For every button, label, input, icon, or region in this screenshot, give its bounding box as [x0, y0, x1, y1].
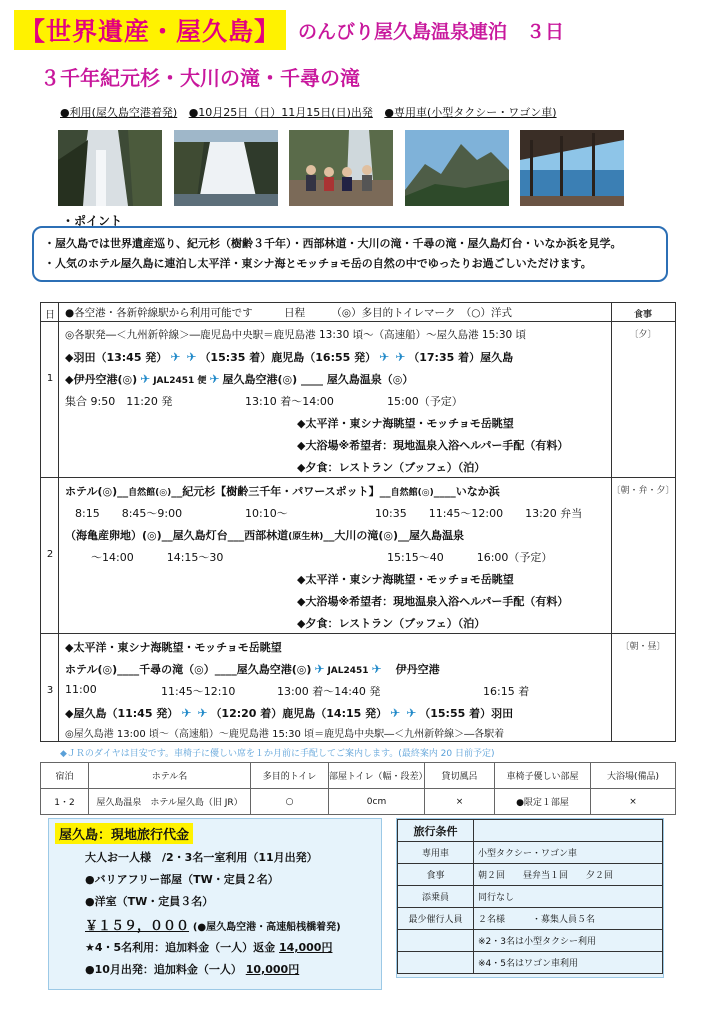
conditions-heading: 旅行条件	[398, 820, 474, 842]
day-2-meal: 〔朝・弁・夕〕	[611, 486, 675, 496]
day-3-line: ◎屋久島港 13:00 頃～（高速船）～鹿児島港 15:30 頃＝鹿児島中央駅―＜九州新幹線＞―各駅着	[65, 729, 505, 740]
price-line: ●バリアフリー部屋（TW・定員２名）	[85, 873, 279, 886]
plane-icon: ✈	[170, 350, 181, 364]
table-row	[398, 886, 663, 908]
head-meal: 食事	[633, 310, 652, 320]
day-2-times: 15:15～40 16:00（予定）	[387, 551, 553, 564]
head-day: 日	[45, 310, 55, 321]
plane-icon: ✈	[209, 372, 220, 386]
point-line-1: ・屋久島では世界遺産巡り、紀元杉（樹齢３千年）・西部林道・大川の滝・千尋の滝・屋久島灯台・いなか浜を見学。	[44, 237, 622, 250]
jr-note: ◆ＪＲのダイヤは目安です。車椅子に優しい席を１か月前に手配してご案内します。(最終案内 20 日前予定)	[60, 749, 495, 759]
day-3-flight-haneda: ◆屋久島（11:45 発） ✈ ✈ （12:20 着）鹿児島（14:15 発） ✈ ✈ （15:55 着）羽田	[65, 706, 514, 720]
day-3-times: 11:45～12:10	[161, 685, 236, 698]
price-line: ★4・5名利用：追加料金（一人）返金 14,000円	[85, 941, 333, 954]
cell: 食事	[398, 864, 474, 886]
table-row	[398, 908, 663, 930]
table-row	[398, 952, 663, 974]
price-box	[48, 818, 382, 990]
price-line: 大人お一人様 /2・3名一室利用（11月出発）	[85, 851, 318, 864]
cell: ●限定１部屋	[495, 789, 591, 815]
day-1-meal: 〔夕〕	[629, 330, 657, 340]
day-1-times: 13:10 着～14:00	[245, 395, 334, 408]
meal-column	[611, 303, 675, 741]
day-2-route: ホテル(◎)__自然館(◎)__紀元杉【樹齢三千年・パワースポット】__自然館(◎)____いなか浜	[65, 485, 500, 498]
divider	[41, 321, 675, 322]
photo-strip	[58, 130, 624, 206]
cell: 小型タクシー・ワゴン車	[474, 842, 663, 864]
group-photo	[289, 130, 393, 206]
plane-icon: ✈	[395, 350, 406, 364]
day-1-line: ◎各駅発―＜九州新幹線＞―鹿児島中央駅＝鹿児島港 13:30 頃～（高速船）～屋久島港 15:30 頃	[65, 329, 527, 341]
falls-photo	[174, 130, 278, 206]
col-header: 部屋トイレ（幅・段差）	[329, 763, 425, 789]
head-main: ●各空港・各新幹線駅から利用可能です 日程 （◎）多目的トイレマーク （○）洋式	[65, 307, 512, 319]
col-header: 宿泊	[41, 763, 89, 789]
day-1-times: 15:00（予定）	[387, 395, 463, 408]
cell: ※2・3名は小型タクシー利用	[474, 930, 663, 952]
cell: 最少催行人員	[398, 908, 474, 930]
day-3-times: 13:00 着～14:40 発	[277, 685, 381, 698]
cell: ※4・5名はワゴン車利用	[474, 952, 663, 974]
day-2-times: 8:15 8:45～9:00	[75, 507, 183, 520]
info-vehicle: ●専用車(小型タクシー・ワゴン車)	[384, 106, 557, 119]
plane-icon: ✈	[379, 350, 390, 364]
day-1-view: ◆太平洋・東シナ海眺望・モッチョモ岳眺望	[297, 417, 514, 430]
cell: 屋久島温泉 ホテル屋久島（旧 JR）	[89, 789, 251, 815]
table-row	[398, 842, 663, 864]
conditions-box	[396, 818, 664, 978]
table-header-row	[41, 763, 676, 789]
subtitle: ３千年紀元杉・大川の滝・千尋の滝	[40, 66, 360, 90]
tour-info	[60, 104, 565, 120]
col-header: 車椅子優しい部屋	[495, 763, 591, 789]
plane-icon: ✈	[371, 662, 382, 676]
cell: ○	[251, 789, 329, 815]
day-1-flight-haneda: ◆羽田（13:45 発） ✈ ✈ （15:35 着）鹿児島（16:55 発） ✈ ✈ （17:35 着）屋久島	[65, 350, 514, 364]
day-3-times: 11:00	[65, 683, 97, 696]
day-1-times: 集合 9:50 11:20 発	[65, 395, 173, 408]
day-2-view: ◆太平洋・東シナ海眺望・モッチョモ岳眺望	[297, 573, 514, 586]
day-2-times: 10:10～	[245, 507, 288, 520]
table-row	[398, 820, 663, 842]
cell	[474, 820, 663, 842]
col-header: 大浴場(備品)	[591, 763, 676, 789]
cell: 添乗員	[398, 886, 474, 908]
table-row	[41, 789, 676, 815]
plane-icon: ✈	[140, 372, 151, 386]
cell: 朝２回 昼弁当１回 夕２回	[474, 864, 663, 886]
title-tag: 【世界遺産・屋久島】	[14, 10, 286, 50]
day-2-times: ～14:00 14:15～30	[91, 551, 224, 564]
cell: 1・2	[41, 789, 89, 815]
point-line-2: ・人気のホテル屋久島に連泊し太平洋・東シナ海とモッチョモ岳の自然の中でゆったりお過ごしいただけます。	[44, 257, 592, 270]
col-header: 貸切風呂	[425, 763, 495, 789]
day-3-meal: 〔朝・昼〕	[620, 642, 666, 652]
info-airport: ●利用(屋久島空港着発)	[60, 106, 178, 119]
cell: ×	[591, 789, 676, 815]
cell: 0cm	[329, 789, 425, 815]
title-row	[14, 8, 714, 52]
price-line: ●洋室（TW・定員３名）	[85, 895, 214, 908]
cell	[398, 930, 474, 952]
plane-icon: ✈	[186, 350, 197, 364]
cell: 専用車	[398, 842, 474, 864]
divider	[41, 477, 675, 478]
hotel-view-photo	[520, 130, 624, 206]
itinerary-table	[40, 302, 676, 742]
cell: ×	[425, 789, 495, 815]
day-2-bath: ◆大浴場※希望者：現地温泉入浴ヘルパー手配（有料）	[297, 595, 569, 608]
table-row	[398, 930, 663, 952]
waterfall-photo	[58, 130, 162, 206]
cell: ２名様 ・募集人員５名	[474, 908, 663, 930]
day-3-view: ◆太平洋・東シナ海眺望・モッチョモ岳眺望	[65, 641, 282, 654]
day-3-route: ホテル(◎)____千尋の滝（◎）____屋久島空港(◎) ✈ JAL2451 ✈ 伊丹空港	[65, 662, 440, 676]
cell: 同行なし	[474, 886, 663, 908]
mountain-photo	[405, 130, 509, 206]
day-column	[41, 303, 59, 741]
page-title: のんびり屋久島温泉連泊 ３日	[298, 20, 565, 43]
divider	[41, 633, 675, 634]
price-heading: 屋久島：現地旅行代金	[55, 823, 193, 844]
points-label: ・ポイント	[62, 214, 123, 228]
day-2-times: 10:35 11:45～12:00 13:20 弁当	[375, 507, 583, 520]
day-1-dinner: ◆夕食：レストラン（ブッフェ）（泊）	[297, 461, 486, 474]
plane-icon: ✈	[314, 662, 325, 676]
day-3-number: 3	[46, 685, 54, 696]
day-2-route: （海亀産卵地）(◎)__屋久島灯台___西部林道(原生林)__大川の滝(◎)__屋久島温泉	[65, 529, 465, 542]
plane-icon: ✈	[181, 706, 192, 720]
day-1-bath: ◆大浴場※希望者：現地温泉入浴ヘルパー手配（有料）	[297, 439, 569, 452]
cell	[398, 952, 474, 974]
plane-icon: ✈	[406, 706, 417, 720]
info-dates: ●10月25日（日）11月15日(日)出発	[188, 106, 373, 119]
day-2-dinner: ◆夕食：レストラン（ブッフェ）（泊）	[297, 617, 486, 630]
hotel-table	[40, 762, 676, 815]
points-box	[32, 226, 668, 282]
col-header: 多目的トイレ	[251, 763, 329, 789]
col-header: ホテル名	[89, 763, 251, 789]
day-1-number: 1	[46, 373, 54, 384]
day-1-flight-itami: ◆伊丹空港(◎) ✈ JAL2451 便 ✈ 屋久島空港(◎) ____ 屋久島温泉（◎）	[65, 372, 414, 386]
plane-icon: ✈	[390, 706, 401, 720]
price-line: ●10月出発：追加料金（一人） 10,000円	[85, 963, 300, 976]
day-3-times: 16:15 着	[483, 685, 530, 698]
conditions-table	[397, 819, 663, 974]
price-amount: ￥１５９，０００ (●屋久島空港・高速船桟橋着発)	[85, 919, 341, 934]
plane-icon: ✈	[197, 706, 208, 720]
day-2-number: 2	[46, 549, 54, 560]
table-row	[398, 864, 663, 886]
